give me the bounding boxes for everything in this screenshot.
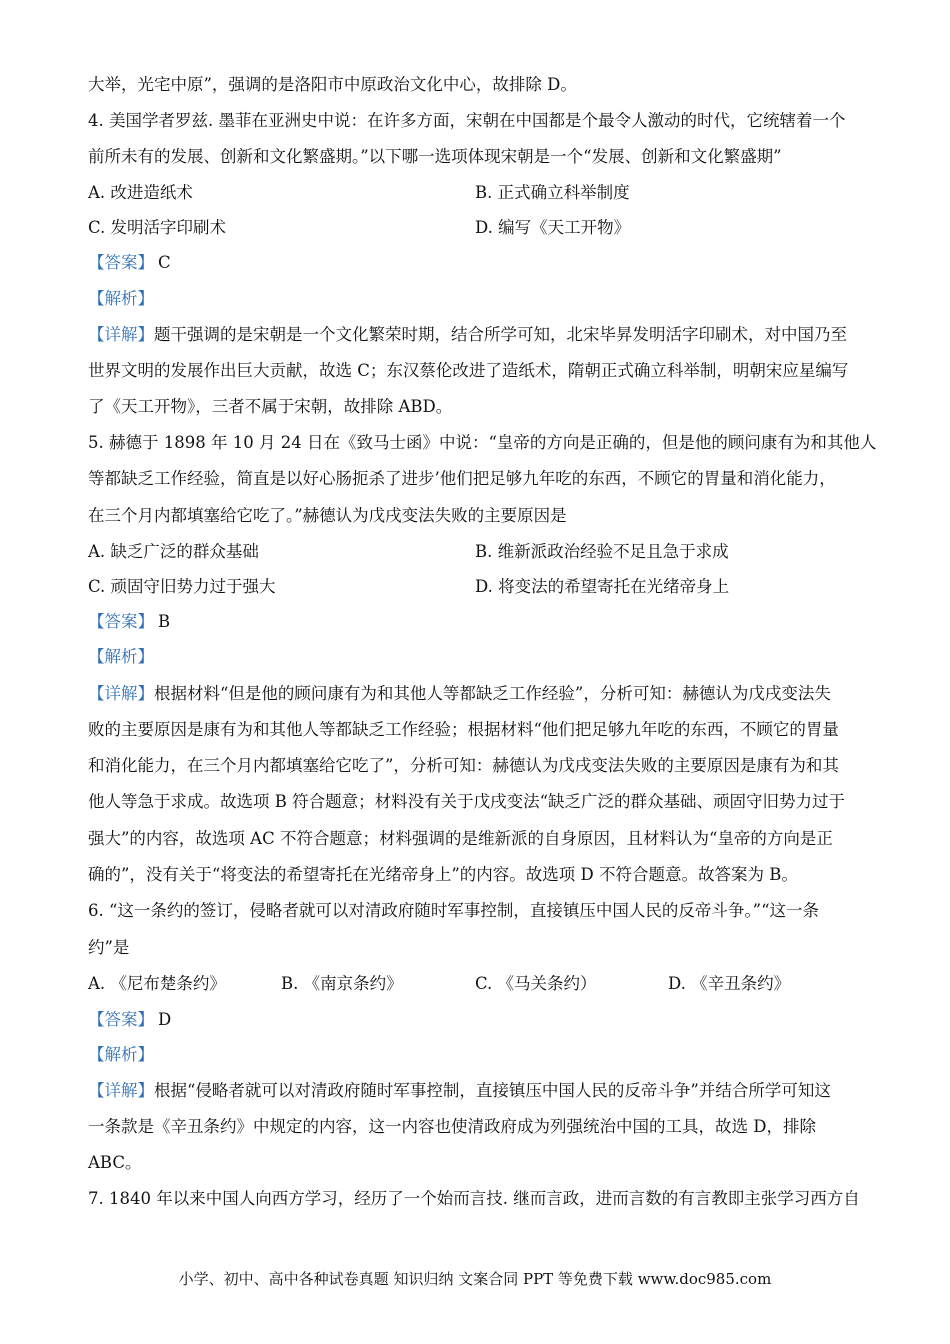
q4-option-d: D. 编写《天工开物》 — [475, 218, 631, 237]
q5-answer-value: B — [158, 612, 171, 631]
q4-detail-line — [88, 324, 864, 346]
q6-option-d: D. 《辛丑条约》 — [668, 974, 791, 993]
q4-option-b: B. 正式确立科举制度 — [475, 183, 630, 202]
q5-analysis-row — [88, 646, 864, 668]
analysis-label: 【解析】 — [88, 289, 154, 308]
q5-option-d: D. 将变法的希望寄托在光绪帝身上 — [475, 577, 730, 596]
q6-option-a: A. 《尼布楚条约》 — [88, 974, 226, 993]
q5-detail-line — [88, 683, 864, 705]
q5-detail-text: 根据材料“但是他的顾问康有为和其他人等都缺乏工作经验”，分析可知：赫德认为戊戌变法失 — [154, 684, 831, 703]
analysis-label: 【解析】 — [88, 1045, 154, 1064]
question-5-stem-cont: 等都缺乏工作经验，简直是以好心肠扼杀了进步’他们把足够九年吃的东西，不顾它的胃量和消化能力， — [88, 469, 836, 488]
q4-detail-cont: 了《天工开物》，三者不属于宋朝，故排除 ABD。 — [88, 397, 453, 416]
q6-answer-row — [88, 1009, 864, 1031]
q6-answer-value: D — [158, 1010, 172, 1029]
q4-option-a: A. 改进造纸术 — [88, 183, 193, 202]
question-7-stem: 7. 1840 年以来中国人向西方学习，经历了一个始而言技. 继而言政，进而言数的有言教即主张学习西方自 — [88, 1189, 860, 1208]
answer-label: 【答案】 — [88, 612, 154, 631]
q5-detail-cont: 确的”，没有关于“将变法的希望寄托在光绪帝身上”的内容。故选项 D 不符合题意。故答案为 B。 — [88, 865, 798, 884]
q4-analysis-row — [88, 288, 864, 310]
answer-label: 【答案】 — [88, 1010, 154, 1029]
analysis-label: 【解析】 — [88, 647, 154, 666]
q6-analysis-row — [88, 1044, 864, 1066]
page-footer: 小学、初中、高中各种试卷真题 知识归纳 文案合同 PPT 等免费下载 www.doc985.com — [178, 1270, 772, 1288]
q4-detail-text: 题干强调的是宋朝是一个文化繁荣时期，结合所学可知，北宋毕昇发明活字印刷术，对中国乃至 — [154, 325, 847, 344]
q5-detail-cont: 和消化能力，在三个月内都填塞给它吃了”，分析可知：赫德认为戊戌变法失败的主要原因是康有为和其 — [88, 756, 839, 775]
q5-option-a: A. 缺乏广泛的群众基础 — [88, 542, 259, 561]
detail-label: 【详解】 — [88, 684, 154, 703]
detail-label: 【详解】 — [88, 1081, 154, 1100]
q5-option-c: C. 顽固守旧势力过于强大 — [88, 577, 276, 596]
q5-detail-cont: 强大”的内容，故选项 AC 不符合题意；材料强调的是维新派的自身原因，且材料认为“皇帝的方向是正 — [88, 829, 833, 848]
question-6-stem-cont: 约”是 — [88, 938, 130, 957]
q6-option-b: B. 《南京条约》 — [281, 974, 403, 993]
question-4-stem-cont: 前所未有的发展、创新和文化繁盛期。”以下哪一选项体现宋朝是一个“发展、创新和文化繁盛期” — [88, 147, 782, 166]
answer-label: 【答案】 — [88, 253, 154, 272]
detail-label: 【详解】 — [88, 325, 154, 344]
q5-detail-cont: 他人等急于求成。故选项 B 符合题意；材料没有关于戊戌变法“缺乏广泛的群众基础、顽固守旧势力过于 — [88, 792, 846, 811]
q6-option-c: C. 《马关条约） — [475, 974, 597, 993]
question-4-stem: 4. 美国学者罗兹. 墨菲在亚洲史中说：在许多方面，宋朝在中国都是个最令人激动的时代，它统辖着一个 — [88, 111, 846, 130]
q6-detail-cont: 一条款是《辛丑条约》中规定的内容，这一内容也使清政府成为列强统治中国的工具，故选 D，排除 — [88, 1117, 816, 1136]
question-6-stem: 6. “这一条约的签订，侵略者就可以对清政府随时军事控制，直接镇压中国人民的反帝斗争。”“这一条 — [88, 901, 820, 920]
text-line: 大举，光宅中原”，强调的是洛阳市中原政治文化中心，故排除 D。 — [88, 75, 577, 94]
question-5-stem-cont: 在三个月内都填塞给它吃了。”赫德认为戊戌变法失败的主要原因是 — [88, 506, 567, 525]
q6-detail-line — [88, 1080, 864, 1102]
q5-detail-cont: 败的主要原因是康有为和其他人等都缺乏工作经验；根据材料“他们把足够九年吃的东西，不顾它的胃量 — [88, 720, 839, 739]
q4-answer-value: C — [158, 253, 171, 272]
q4-answer-row — [88, 252, 864, 274]
q4-option-c: C. 发明活字印刷术 — [88, 218, 227, 237]
q5-answer-row — [88, 611, 864, 633]
question-5-stem: 5. 赫德于 1898 年 10 月 24 日在《致马士函》中说：“皇帝的方向是正确的，但是他的顾问康有为和其他人 — [88, 433, 877, 452]
q6-detail-cont: ABC。 — [88, 1153, 142, 1172]
q6-detail-text: 根据“侵略者就可以对清政府随时军事控制，直接镇压中国人民的反帝斗争”并结合所学可知这 — [154, 1081, 831, 1100]
q4-detail-cont: 世界文明的发展作出巨大贡献，故选 C；东汉蔡伦改进了造纸术，隋朝正式确立科举制，明朝宋应星编写 — [88, 361, 849, 380]
q5-option-b: B. 维新派政治经验不足且急于求成 — [475, 542, 729, 561]
